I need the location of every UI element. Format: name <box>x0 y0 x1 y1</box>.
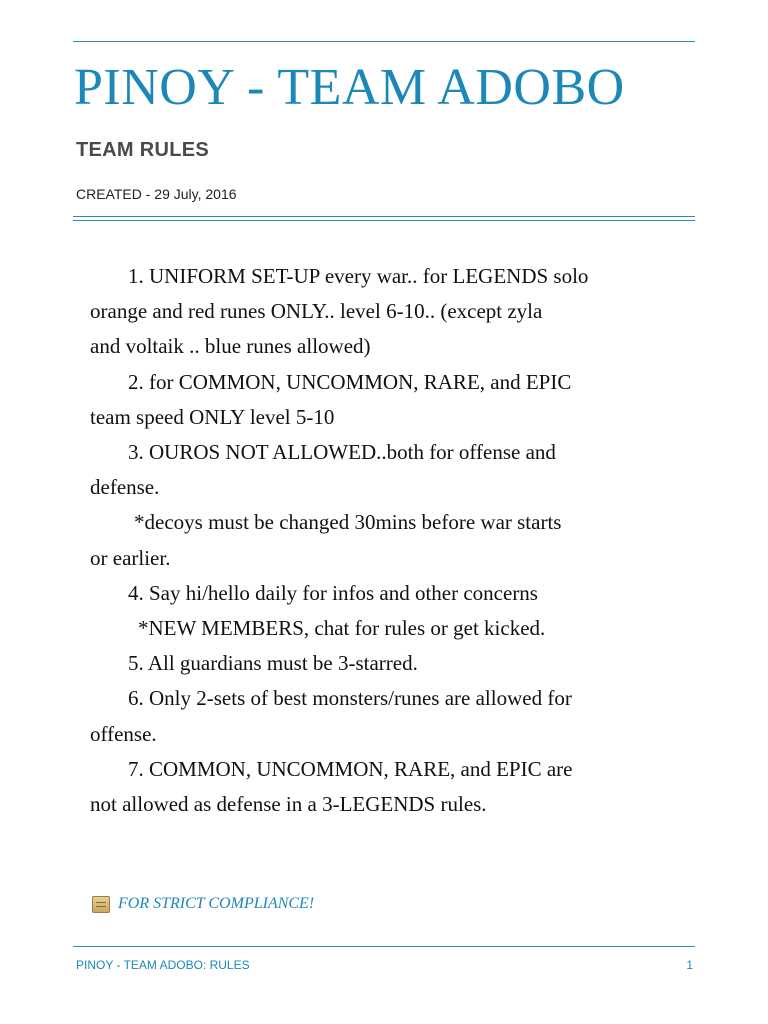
rule-line: not allowed as defense in a 3-LEGENDS rules. <box>90 792 487 817</box>
rule-line: defense. <box>90 475 160 500</box>
rule-line: offense. <box>90 721 157 746</box>
rule-line: and voltaik .. blue runes allowed) <box>90 334 371 359</box>
rules-body <box>90 259 690 822</box>
header-divider <box>73 216 695 217</box>
rule-line: 1. UNIFORM SET-UP every war.. for LEGENDS solo <box>128 264 589 288</box>
compliance-text: FOR STRICT COMPLIANCE! <box>118 895 315 912</box>
rule-line: 6. Only 2-sets of best monsters/runes are allowed for <box>128 686 572 711</box>
rule-line: orange and red runes ONLY.. level 6-10.. (except zyla <box>90 299 543 324</box>
rule-line: *NEW MEMBERS, chat for rules or get kicked. <box>138 616 546 641</box>
footer-title: PINOY - TEAM ADOBO: RULES <box>76 958 250 972</box>
rule-line: 7. COMMON, UNCOMMON, RARE, and EPIC are <box>128 756 573 781</box>
document-title: PINOY - TEAM ADOBO <box>74 59 625 116</box>
rule-line: 4. Say hi/hello daily for infos and other concerns <box>128 580 538 605</box>
document-subtitle: TEAM RULES <box>76 139 209 161</box>
rule-line: or earlier. <box>90 545 171 570</box>
scroll-icon <box>92 896 110 913</box>
page-number: 1 <box>686 958 693 972</box>
rule-line: 2. for COMMON, UNCOMMON, RARE, and EPIC <box>128 369 572 394</box>
top-divider <box>73 41 695 42</box>
rule-line: team speed ONLY level 5-10 <box>90 404 335 429</box>
footer-divider <box>73 946 695 947</box>
created-date: CREATED - 29 July, 2016 <box>76 186 237 202</box>
rule-line: 3. OUROS NOT ALLOWED..both for offense and <box>128 440 556 465</box>
compliance-note <box>92 895 314 913</box>
rule-line: 5. All guardians must be 3-starred. <box>128 651 418 676</box>
rule-line: *decoys must be changed 30mins before war starts <box>134 510 562 535</box>
header-divider-second <box>73 220 695 221</box>
